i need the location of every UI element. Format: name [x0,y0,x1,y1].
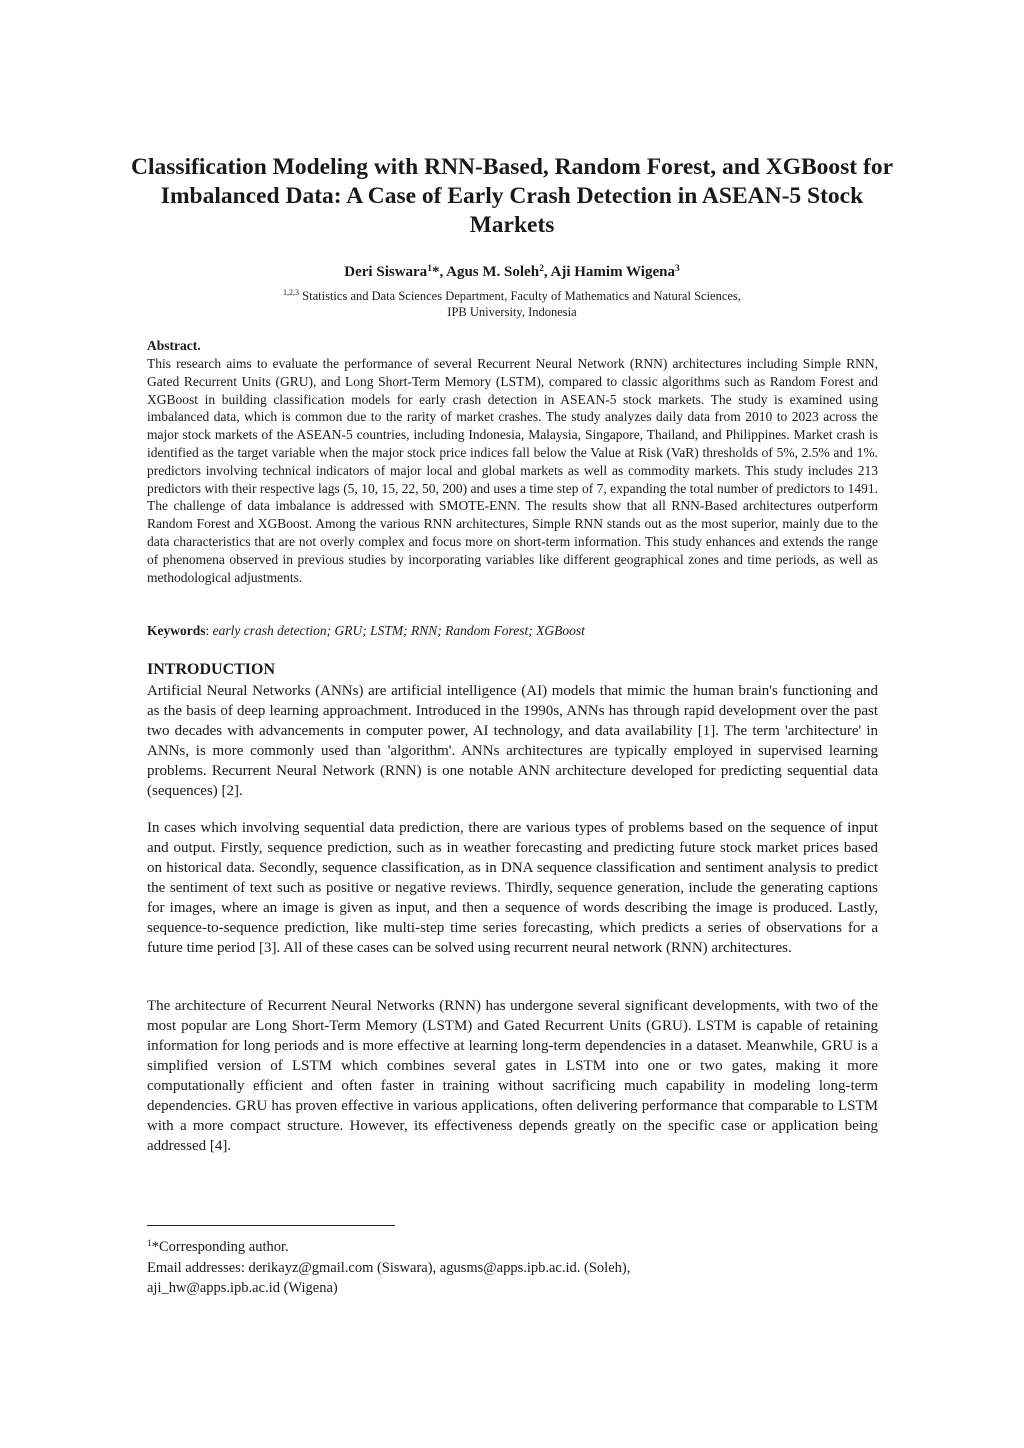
keywords-list: early crash detection; GRU; LSTM; RNN; Random Forest; XGBoost [212,623,585,638]
footnote-corresponding-text: *Corresponding author. [151,1239,289,1255]
footnote [147,1237,878,1299]
paper-title: Classification Modeling with RNN-Based, Random Forest, and XGBoost for Imbalanced Data: A Case of Early Crash Detection in ASEAN-5 Stock Markets [130,154,894,238]
author-separator: , [543,264,551,280]
affiliation-department: Statistics and Data Sciences Department, Faculty of Mathematics and Natural Sciences, [302,289,741,303]
keywords [147,622,878,640]
keywords-label: Keywords [147,623,206,638]
author-affiliation-mark: 1 [427,264,432,274]
affiliation-mark: 1,2,3 [283,288,300,297]
author-affiliation-mark: 3 [674,264,680,274]
author-affiliation-mark: 2 [539,264,544,274]
author-separator: *, [431,264,447,280]
footnote-emails: Email addresses: derikayz@gmail.com (Siswara), agusms@apps.ipb.ac.id. (Soleh), [147,1259,631,1276]
abstract-heading: Abstract. [147,338,201,353]
affiliation-line [120,288,904,304]
introduction-paragraph-1: Artificial Neural Networks (ANNs) are artificial intelligence (AI) models that mimic the human brain's functioning and as the basis of deep learning approachment. Introduced in the 1990s, ANNs has through rapid development over the past two decades with advancements in computer power, AI technology, and data availability [1]. The term 'architecture' in ANNs, is more commonly used than 'algorithm'. ANNs architectures are typically employed in supervised learning problems. Recurrent Neural Network (RNN) is one notable ANN architecture developed for predicting sequential data (sequences) [2]. [147,683,878,799]
author-name: Deri Siswara [344,264,428,280]
footnote-mark: 1 [147,1239,152,1249]
author-name: Aji Hamim Wigena [550,264,675,280]
author-list [120,262,904,282]
footnote-corresponding [147,1237,878,1258]
keywords-separator: : [205,623,213,638]
introduction-paragraph-3: The architecture of Recurrent Neural Networks (RNN) has undergone several significant developments, with two of the most popular are Long Short-Term Memory (LSTM) and Gated Recurrent Units (GRU). LSTM is capable of retaining information for long periods and is more effective at learning long-term dependencies in a dataset. Meanwhile, GRU is a simplified version of LSTM which combines several gates in LSTM into one or two gates, making it more computationally efficient and often faster in training without sacrificing much capability in modeling long-term dependencies. GRU has proven effective in various applications, often delivering performance that comparable to LSTM with a more compact structure. However, its effectiveness depends greatly on the specific case or application being addressed [4]. [147,998,878,1154]
affiliation-institution: IPB University, Indonesia [447,305,577,319]
section-heading-introduction: INTRODUCTION [147,661,276,678]
footnote-emails-cont: aji_hw@apps.ipb.ac.id (Wigena) [147,1280,338,1296]
author-name: Agus M. Soleh [446,264,540,280]
footnote-divider [147,1225,395,1226]
affiliation [120,288,904,320]
abstract-body: This research aims to evaluate the performance of several Recurrent Neural Network (RNN) architectures including Simple RNN, Gated Recurrent Units (GRU), and Long Short-Term Memory (LSTM), compared to classic algorithms such as Random Forest and XGBoost in building classification models for early crash detection in ASEAN-5 stock markets. The study is examined using imbalanced data, which is common due to the rarity of market crashes. The study analyzes daily data from 2010 to 2023 across the major stock markets of the ASEAN-5 countries, including Indonesia, Malaysia, Singapore, Thailand, and Philippines. Market crash is identified as the target variable when the major stock price indices fall below the Value at Risk (VaR) thresholds of 5%, 2.5% and 1%. predictors involving technical indicators of major local and global markets as well as commodity markets. This study includes 213 predictors with their respective lags (5, 10, 15, 22, 50, 200) and uses a time step of 7, expanding the total number of predictors to 1491. The challenge of data imbalance is addressed with SMOTE-ENN. The results show that all RNN-Based architectures outperform Random Forest and XGBoost. Among the various RNN architectures, Simple RNN stands out as the most superior, mainly due to the data characteristics that are not overly complex and focus more on short-term information. This study enhances and extends the range of phenomena observed in previous studies by incorporating variables like different geographical zones and time periods, as well as methodological adjustments. [147,356,878,585]
introduction-paragraph-2: In cases which involving sequential data prediction, there are various types of problems based on the sequence of input and output. Firstly, sequence prediction, such as in weather forecasting and predicting future stock market prices based on historical data. Secondly, sequence classification, as in DNA sequence classification and sentiment analysis to predict the sentiment of text such as positive or negative reviews. Thirdly, sequence generation, include the generating captions for images, where an image is given as input, and then a sequence of words describing the image is produced. Lastly, sequence-to-sequence prediction, like multi-step time series forecasting, which predicts a series of observations for a future time period [3]. All of these cases can be solved using recurrent neural network (RNN) architectures. [147,820,878,956]
